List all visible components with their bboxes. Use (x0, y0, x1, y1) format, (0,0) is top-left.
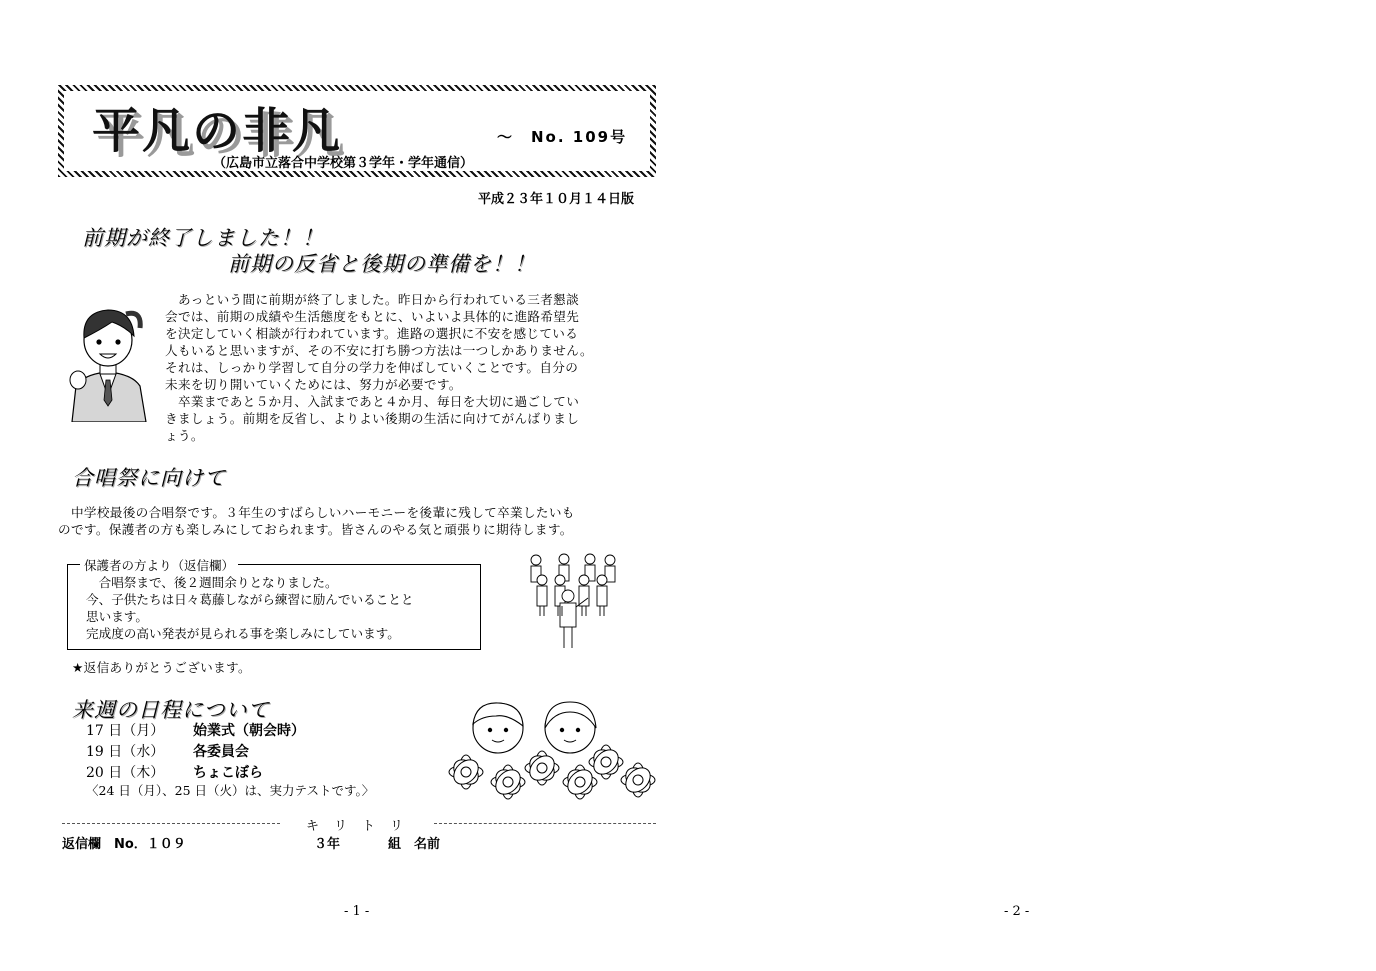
section1-heading-2: 前期の反省と後期の準備を！！ (228, 252, 536, 276)
schedule-note: 〈24 日（月）、25 日（火）は、実力テストです。〉 (86, 783, 375, 798)
page-number-right: - 2 - (1004, 904, 1030, 919)
paragraph-line: を決定していく相談が行われています。進路の選択に不安を感じている (165, 326, 579, 341)
schedule-item (86, 720, 305, 740)
paragraph-line: 卒業まであと５か月、入試まであと４か月、毎日を大切に過ごしてい (165, 394, 580, 409)
choir-illustration (524, 552, 620, 652)
section2-paragraph (58, 504, 668, 538)
schedule-event: 始業式（朝会時） (193, 723, 305, 739)
reply-slip-name: 組 名前 (388, 837, 441, 852)
reply-box-text (86, 574, 413, 642)
paragraph-line: きましょう。前期を反省し、よりよい後期の生活に向けてがんばりまし (165, 411, 580, 426)
paragraph-line: ょう。 (165, 428, 204, 443)
cutline-right (434, 823, 656, 824)
schedule-event: 各委員会 (193, 744, 249, 760)
reply-line: 今、子供たちは日々葛藤しながら練習に励んでいることと (86, 592, 414, 607)
schedule-day: 20 日（木） (86, 765, 165, 781)
student-illustration (66, 300, 150, 422)
kids-flowers-illustration (446, 698, 660, 802)
paragraph-line: のです。保護者の方も楽しみにしておられます。皆さんのやる気と頑張りに期待します。 (58, 522, 573, 537)
cutline-label: キ リ ト リ (306, 819, 405, 834)
schedule-item (86, 741, 249, 761)
paragraph-line: 中学校最後の合唱祭です。３年生のすばらしいハーモニーを後輩に残して卒業したいも (58, 505, 575, 520)
issue-date: 平成２３年１０月１４日版 (478, 192, 635, 207)
reply-line: 思います。 (86, 609, 148, 624)
schedule-day: 19 日（水） (86, 744, 165, 760)
paragraph-line: 未来を切り開いていくためには、努力が必要です。 (165, 377, 462, 392)
reply-line: 完成度の高い発表が見られる事を楽しみにしています。 (86, 626, 400, 641)
cutline-left (62, 823, 280, 824)
paragraph-line: それは、しっかり学習して自分の学力を伸ばしていくことです。自分の (165, 360, 579, 375)
section3-heading: 来週の日程について (72, 698, 270, 722)
paragraph-line: 会では、前期の成績や生活態度をもとに、いよいよ具体的に進路希望先 (165, 309, 580, 324)
reply-thanks: ★返信ありがとうございます。 (72, 660, 251, 675)
page-number-left: - 1 - (344, 904, 370, 919)
reply-line: 合唱祭まで、後２週間余りとなりました。 (86, 575, 338, 590)
reply-slip-grade: ３年 (314, 837, 341, 852)
paragraph-line: あっという間に前期が終了しました。昨日から行われている三者懇談 (165, 292, 580, 307)
issue-number: ～ No. 109号 (497, 128, 628, 146)
newsletter-title: 平凡の非凡 (92, 103, 343, 159)
newsletter-subtitle: （広島市立落合中学校第３学年・学年通信） (213, 156, 474, 171)
reply-box-title: 保護者の方より（返信欄） (80, 556, 238, 574)
schedule-event: ちょこぼら (193, 765, 263, 781)
section1-paragraph (165, 291, 665, 444)
reply-slip-label: 返信欄 No．１０９ (62, 837, 186, 852)
schedule-day: 17 日（月） (86, 723, 165, 739)
section2-heading: 合唱祭に向けて (72, 466, 226, 490)
paragraph-line: 人もいると思いますが、その不安に打ち勝つ方法は一つしかありません。 (165, 343, 593, 358)
schedule-item (86, 762, 263, 782)
section1-heading-1: 前期が終了しました！！ (82, 226, 324, 250)
